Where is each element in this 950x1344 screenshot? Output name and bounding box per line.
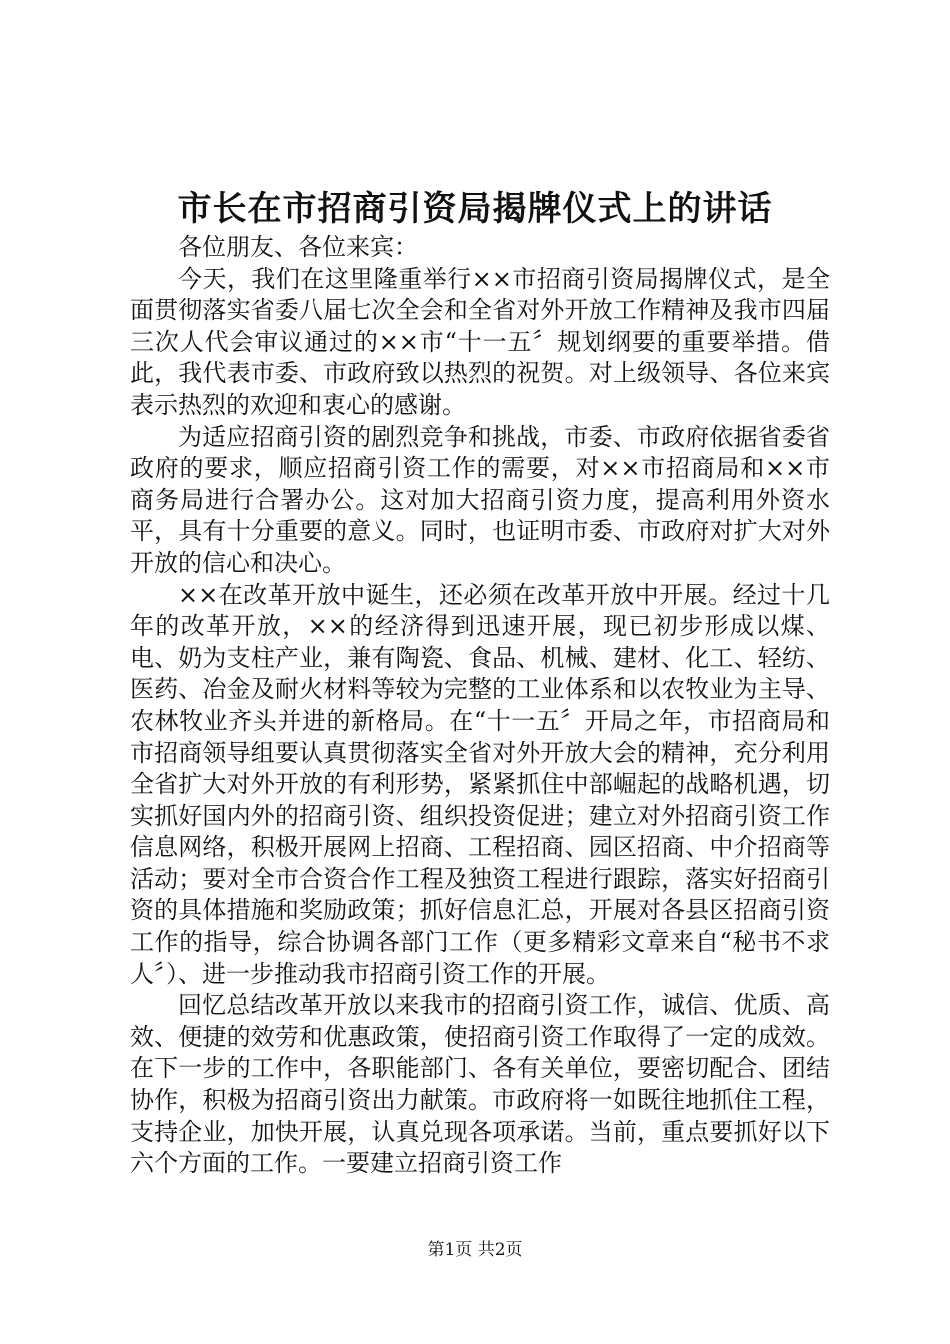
document-body (130, 232, 830, 1180)
paragraph: ××在改革开放中诞生，还必须在改革开放中开展。经过十几年的改革开放，××的经济得到迅速开展，现已初步形成以煤、电、奶为支柱产业，兼有陶瓷、食品、机械、建材、化工、轻纺、医药、冶金及耐火材料等较为完整的工业体系和以农牧业为主导、农林牧业齐头并进的新格局。在“十一五〞开局之年，市招商局和市招商领导组要认真贯彻落实全省对外开放大会的精神，充分利用全省扩大对外开放的有利形势，紧紧抓住中部崛起的战略机遇，切实抓好国内外的招商引资、组织投资促进；建立对外招商引资工作信息网络，积极开展网上招商、工程招商、园区招商、中介招商等活动；要对全市合资合作工程及独资工程进行跟踪，落实好招商引资的具体措施和奖励政策；抓好信息汇总，开展对各县区招商引资工作的指导，综合协调各部门工作（更多精彩文章来自“秘书不求人〞）、进一步推动我市招商引资工作的开展。 (130, 580, 830, 988)
page-number-footer: 第1页 共2页 (427, 1240, 523, 1260)
paragraph: 为适应招商引资的剧烈竞争和挑战，市委、市政府依据省委省政府的要求，顺应招商引资工作的需要，对××市招商局和××市商务局进行合署办公。这对加大招商引资力度，提高利用外资水平，具有十分重要的意义。同时，也证明市委、市政府对扩大对外开放的信心和决心。 (130, 422, 830, 577)
paragraph: 回忆总结改革开放以来我市的招商引资工作，诚信、优质、高效、便捷的效劳和优惠政策，使招商引资工作取得了一定的成效。在下一步的工作中，各职能部门、各有关单位，要密切配合、团结协作，积极为招商引资出力献策。市政府将一如既往地抓住工程，支持企业，加快开展，认真兑现各项承诺。当前，重点要抓好以下六个方面的工作。一要建立招商引资工作 (130, 991, 830, 1178)
paragraph: 今天，我们在这里隆重举行××市招商引资局揭牌仪式，是全面贯彻落实省委八届七次全会和全省对外开放工作精神及我市四届三次人代会审议通过的××市“十一五〞规划纲要的重要举措。借此，我代表市委、市政府致以热烈的祝贺。对上级领导、各位来宾表示热烈的欢迎和衷心的感谢。 (130, 264, 830, 419)
paragraph-salutation: 各位朋友、各位来宾： (178, 233, 418, 261)
document-title: 市长在市招商引资局揭牌仪式上的讲话 (177, 189, 773, 229)
